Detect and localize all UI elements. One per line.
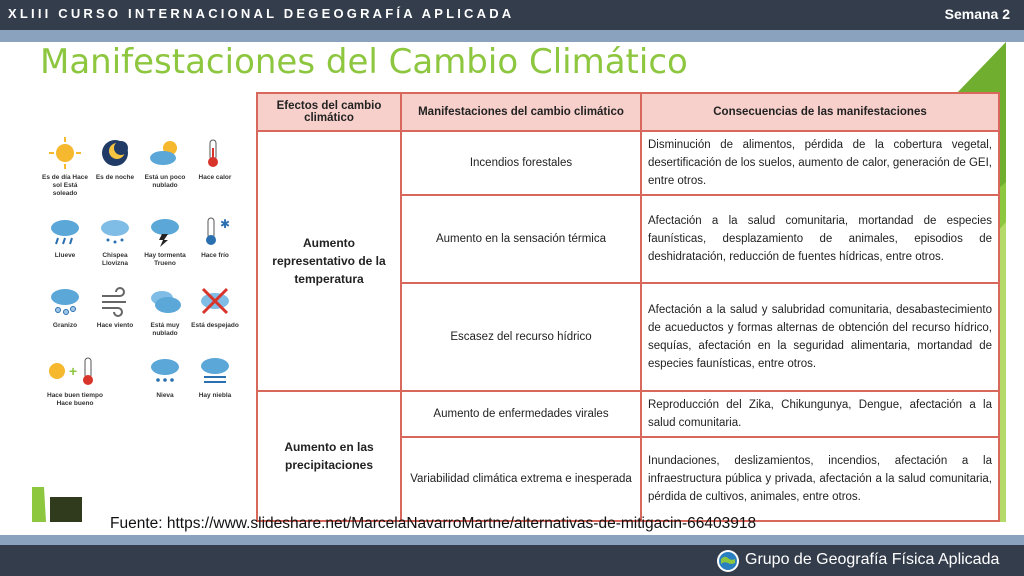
slide-image (32, 42, 1006, 522)
table-row (257, 391, 999, 437)
icon-cell (140, 212, 190, 268)
manifestation-cell: Incendios forestales (401, 131, 641, 195)
column-header: Consecuencias de las manifestaciones (641, 93, 999, 131)
icon-cell (190, 212, 240, 260)
icon-caption: Está muy nublado (150, 322, 180, 337)
course-title: XLIII CURSO INTERNACIONAL DEGEOGRAFÍA APLICADA (8, 6, 515, 21)
effect-cell: Aumento en las precipitaciones (257, 391, 401, 521)
icon-cell (90, 212, 140, 268)
table-row (257, 131, 999, 195)
manifestation-cell: Aumento en la sensación térmica (401, 195, 641, 283)
icon-caption: Es de día Hace sol Está soleado (42, 174, 88, 197)
partly-cloudy-icon (146, 134, 184, 172)
hail-icon (46, 282, 84, 320)
consequence-cell: Disminución de alimentos, pérdida de la cobertura vegetal, desertificación de los suelos, aumento de calor, generación de GEI, entre otros. (641, 131, 999, 195)
icon-caption: Hace frío (201, 252, 229, 259)
icon-cell (40, 352, 110, 408)
icon-caption: Hace viento (96, 322, 134, 329)
manifestation-cell: Escasez del recurso hídrico (401, 283, 641, 391)
icon-caption: Está despejado (191, 322, 239, 329)
icon-caption: Chispea Llovizna (101, 252, 128, 267)
consequence-cell: Inundaciones, deslizamientos, incendios, afectación a la infraestructura pública y privada, afectación a la salud comunitaria, pérdida de cultivos, animales, entre otros. (641, 437, 999, 521)
snow-icon (146, 352, 184, 390)
source-citation: Fuente: https://www.slideshare.net/MarcelaNavarroMartne/alternativas-de-mitigacin-66403918 (110, 515, 757, 532)
icon-caption: Granizo (52, 322, 78, 329)
icon-caption: Hay tormenta Trueno (144, 252, 186, 267)
icon-cell (190, 134, 240, 182)
icon-cell (190, 352, 240, 400)
climate-change-table (256, 92, 1000, 522)
column-header: Efectos del cambio climático (257, 93, 401, 131)
table-header-row (257, 93, 999, 131)
icon-cell (40, 134, 90, 198)
icon-caption: Está un poco nublado (144, 174, 186, 189)
group-name: Grupo de Geografía Física Aplicada (745, 551, 1000, 568)
consequence-cell: Afectación a la salud comunitaria, mortandad de especies faunísticas, desplazamiento de animales, episodios de deshidratación, reducción de fuentes hídricas, entre otros. (641, 195, 999, 283)
icon-cell (140, 134, 190, 190)
icon-cell (40, 212, 90, 260)
icon-caption: Llueve (54, 252, 76, 259)
icon-caption: Hace buen tiempo Hace bueno (47, 392, 103, 407)
svg-text:✱: ✱ (220, 217, 231, 231)
consequence-cell: Afectación a la salud y salubridad comunitaria, desabastecimiento de acueductos y formas alternas de obtención del recurso hídrico, sequías, afectación en la seguridad alimentaria, mortandad de especies faunísticas, entre otros. (641, 283, 999, 391)
globe-logo-icon (716, 549, 740, 573)
icon-cell (140, 352, 190, 400)
icon-cell (140, 282, 190, 338)
icon-cell (40, 282, 90, 330)
icon-cell (190, 282, 240, 330)
icon-caption: Hay niebla (198, 392, 232, 399)
icon-cell (90, 134, 140, 182)
icon-caption: Es de noche (95, 174, 135, 181)
wind-icon (96, 282, 134, 320)
weather-icons-panel (40, 134, 240, 474)
bottom-accent-stripe (0, 535, 1024, 545)
good-weather-icon (45, 352, 105, 390)
slide-title: Manifestaciones del Cambio Climático (40, 42, 688, 82)
cold-thermometer-icon (196, 212, 234, 250)
rain-icon (46, 212, 84, 250)
icon-cell (90, 282, 140, 330)
top-accent-stripe (0, 30, 1024, 42)
icon-caption: Nieva (156, 392, 174, 399)
storm-icon (146, 212, 184, 250)
sun-icon (46, 134, 84, 172)
week-label: Semana 2 (944, 6, 1010, 22)
clear-sky-icon (196, 282, 234, 320)
column-header: Manifestaciones del cambio climático (401, 93, 641, 131)
svg-text:+: + (69, 363, 78, 379)
moon-icon (96, 134, 134, 172)
fog-icon (196, 352, 234, 390)
top-bar (0, 0, 1024, 30)
drizzle-icon (96, 212, 134, 250)
cloudy-icon (146, 282, 184, 320)
effect-cell: Aumento representativo de la temperatura (257, 131, 401, 391)
icon-caption: Hace calor (198, 174, 232, 181)
hot-thermometer-icon (196, 134, 234, 172)
consequence-cell: Reproducción del Zika, Chikungunya, Dengue, afectación a la salud comunitaria. (641, 391, 999, 437)
manifestation-cell: Variabilidad climática extrema e inesperada (401, 437, 641, 521)
manifestation-cell: Aumento de enfermedades virales (401, 391, 641, 437)
